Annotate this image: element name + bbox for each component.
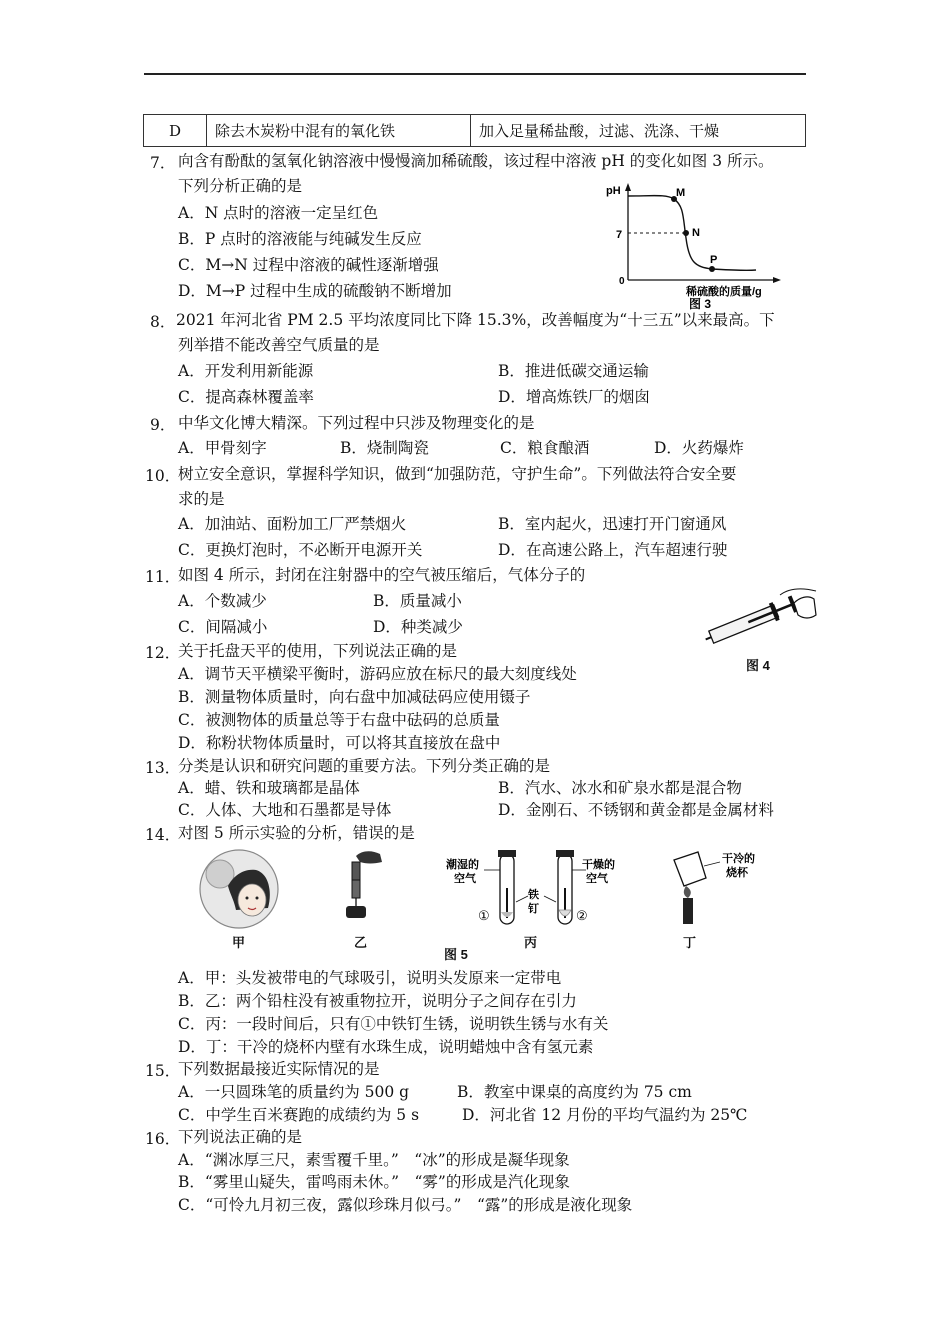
- option-d: D．种类减少: [373, 618, 463, 636]
- option-b: B．P 点时的溶液能与纯碱发生反应: [178, 230, 422, 248]
- option-d: D．河北省 12 月份的平均气温约为 25℃: [462, 1106, 748, 1124]
- question-number: 14．: [145, 826, 181, 844]
- question-stem-cont: 列举措不能改善空气质量的是: [178, 336, 380, 354]
- figure-label-ding: 丁: [683, 935, 697, 950]
- option-c: C．人体、大地和石墨都是导体: [178, 801, 392, 819]
- dry-air-label-2: 空气: [586, 873, 608, 885]
- question-stem: 2021 年河北省 PM 2.5 平均浓度同比下降 15.3%，改善幅度为“十三五”以来最高。下: [176, 311, 775, 329]
- question-number: 15．: [145, 1062, 181, 1080]
- option-d: D．丁：干冷的烧杯内壁有水珠生成，说明蜡烛中含有氢元素: [178, 1038, 594, 1056]
- option-b: B．汽水、冰水和矿泉水都是混合物: [498, 779, 742, 797]
- question-stem: 下列数据最接近实际情况的是: [178, 1060, 380, 1078]
- point-m-label: M: [676, 187, 686, 199]
- question-stem: 树立安全意识，掌握科学知识，做到“加强防范，守护生命”。下列做法符合安全要: [178, 465, 737, 483]
- table-cell-method: 加入足量稀盐酸，过滤、洗涤、干燥: [471, 115, 806, 147]
- table-cell-task: 除去木炭粉中混有的氧化铁: [207, 115, 471, 147]
- question-stem: 如图 4 所示，封闭在注射器中的空气被压缩后，气体分子的: [178, 566, 586, 584]
- question-stem-cont: 求的是: [178, 490, 225, 508]
- face-icon: [238, 884, 266, 916]
- question-stem: 向含有酚酞的氢氧化钠溶液中慢慢滴加稀硫酸，该过程中溶液 pH 的变化如图 3 所示。: [178, 152, 774, 170]
- option-a: A．一只圆珠笔的质量约为 500 g: [178, 1083, 410, 1101]
- lower-cylinder: [352, 880, 360, 898]
- option-a: A．蜡、铁和玻璃都是晶体: [178, 779, 360, 797]
- option-b: B．室内起火，迅速打开门窗通风: [498, 515, 727, 533]
- question-stem: 关于托盘天平的使用，下列说法正确的是: [178, 642, 458, 660]
- option-b: B．推进低碳交通运输: [498, 362, 649, 380]
- option-b: B．质量减小: [373, 592, 462, 610]
- figure-yi-lead-cylinders: [336, 848, 386, 928]
- wet-air-label-1: 潮湿的: [446, 859, 479, 871]
- origin-label: 0: [619, 276, 625, 287]
- figure-caption: 图 4: [746, 658, 770, 673]
- option-a: A．调节天平横梁平衡时，游码应放在标尺的最大刻度线处: [178, 665, 577, 683]
- option-b: B．烧制陶瓷: [340, 439, 429, 457]
- option-d: D．称粉状物体质量时，可以将其直接放在盘中: [178, 734, 501, 752]
- point-p-label: P: [710, 254, 718, 266]
- figure-label-jia: 甲: [232, 935, 246, 950]
- arm-outline: [780, 589, 816, 595]
- option-c: C．M→N 过程中溶液的碱性逐渐增强: [178, 256, 439, 274]
- option-d: D．增高炼铁厂的烟囱: [498, 388, 650, 406]
- dry-air-label-1: 干燥的: [582, 859, 615, 871]
- point-p-marker: [709, 266, 715, 272]
- header-rule: [144, 73, 806, 75]
- syringe-tip: [706, 637, 712, 639]
- point-n-label: N: [692, 227, 700, 239]
- option-d: D．火药爆炸: [654, 439, 744, 457]
- question-number: 16．: [145, 1130, 181, 1148]
- option-a: A．甲：头发被带电的气球吸引，说明头发原来一定带电: [178, 969, 562, 987]
- option-a: A．加油站、面粉加工厂严禁烟火: [178, 515, 407, 533]
- wet-air-label-2: 空气: [454, 873, 476, 885]
- hand-icon: [794, 597, 816, 618]
- option-a: A．甲骨刻字: [178, 439, 267, 457]
- table-cell-label: D: [144, 115, 207, 147]
- tick-7: 7: [616, 229, 623, 241]
- x-axis-arrow: [773, 277, 781, 283]
- tube-label-1: ①: [478, 908, 490, 923]
- question-number: 10．: [145, 467, 181, 485]
- option-c: C．更换灯泡时，不必断开电源开关: [178, 541, 423, 559]
- candle-icon: [683, 898, 693, 924]
- option-b: B．乙：两个铅柱没有被重物拉开，说明分子之间存在引力: [178, 992, 577, 1010]
- option-a: A．“渊冰厚三尺，素雪覆千里。” “冰”的形成是凝华现象: [178, 1151, 570, 1169]
- option-d: D．金刚石、不锈钢和黄金都是金属材料: [498, 801, 774, 819]
- option-c: C．提高森林覆盖率: [178, 388, 314, 406]
- figure-label-yi: 乙: [354, 935, 368, 950]
- tube-label-2: ②: [576, 908, 588, 923]
- question-number: 11．: [145, 568, 181, 586]
- option-d: D．在高速公路上，汽车超速行驶: [498, 541, 728, 559]
- question-number: 12．: [145, 644, 181, 662]
- option-b: B．教室中课桌的高度约为 75 cm: [457, 1083, 692, 1101]
- tube-2-stopper: [556, 850, 574, 857]
- figure-jia-balloon-hair: [198, 848, 280, 930]
- question-number: 7．: [150, 154, 176, 172]
- figure-ding-candle-beaker: [668, 848, 772, 928]
- question-stem: 对图 5 所示实验的分析，错误的是: [178, 824, 415, 842]
- weight-icon: [346, 906, 366, 918]
- question-number: 8．: [150, 313, 176, 331]
- x-axis-label: 稀硫酸的质量/g: [686, 286, 762, 298]
- option-a: A．N 点时的溶液一定呈红色: [178, 204, 379, 222]
- question-number: 9．: [150, 416, 176, 434]
- figure-bing-rust-test: [444, 848, 626, 930]
- figure-caption: 图 3: [689, 297, 712, 311]
- option-c: C．粮食酿酒: [500, 439, 590, 457]
- option-c: C．被测物体的质量总等于右盘中砝码的总质量: [178, 711, 500, 729]
- table-row: [144, 115, 806, 147]
- option-b: B．“雾里山疑失，雷鸣雨未休。” “雾”的形成是汽化现象: [178, 1173, 570, 1191]
- figure-caption: 图 5: [444, 947, 468, 962]
- syringe-barrel: [709, 605, 779, 643]
- ph-curve-figure: [600, 178, 800, 313]
- point-n-marker: [683, 230, 689, 236]
- option-b: B．测量物体质量时，向右盘中加减砝码应使用镊子: [178, 688, 531, 706]
- option-c: C．丙：一段时间后，只有①中铁钉生锈，说明铁生锈与水有关: [178, 1015, 609, 1033]
- tube-1-stopper: [498, 850, 516, 857]
- option-c: C．中学生百米赛跑的成绩约为 5 s: [178, 1106, 420, 1124]
- question-stem: 分类是认识和研究问题的重要方法。下列分类正确的是: [178, 757, 551, 775]
- question-number: 13．: [145, 759, 181, 777]
- option-a: A．开发利用新能源: [178, 362, 314, 380]
- option-c: C．间隔减小: [178, 618, 268, 636]
- nail-label-1: 铁: [528, 889, 539, 901]
- beaker-icon: [674, 852, 706, 886]
- upper-cylinder: [352, 862, 360, 880]
- beaker-label-2: 烧杯: [726, 867, 748, 879]
- question-stem: 下列说法正确的是: [178, 1128, 303, 1146]
- question-stem-cont: 下列分析正确的是: [178, 177, 303, 195]
- nail-label-2: 钉: [528, 903, 539, 915]
- option-d: D．M→P 过程中生成的硫酸钠不断增加: [178, 282, 452, 300]
- flame-icon: [684, 886, 691, 898]
- y-axis-arrow: [625, 183, 631, 191]
- question-stem: 中华文化博大精深。下列过程中只涉及物理变化的是: [178, 414, 535, 432]
- figure-label-bing: 丙: [524, 935, 538, 950]
- option-c: C．“可怜九月初三夜，露似珍珠月似弓。” “露”的形成是液化现象: [178, 1196, 633, 1214]
- experiment-table: [143, 114, 806, 147]
- option-a: A．个数减少: [178, 592, 267, 610]
- y-axis-label: pH: [606, 185, 621, 197]
- beaker-label-1: 干冷的: [722, 853, 755, 865]
